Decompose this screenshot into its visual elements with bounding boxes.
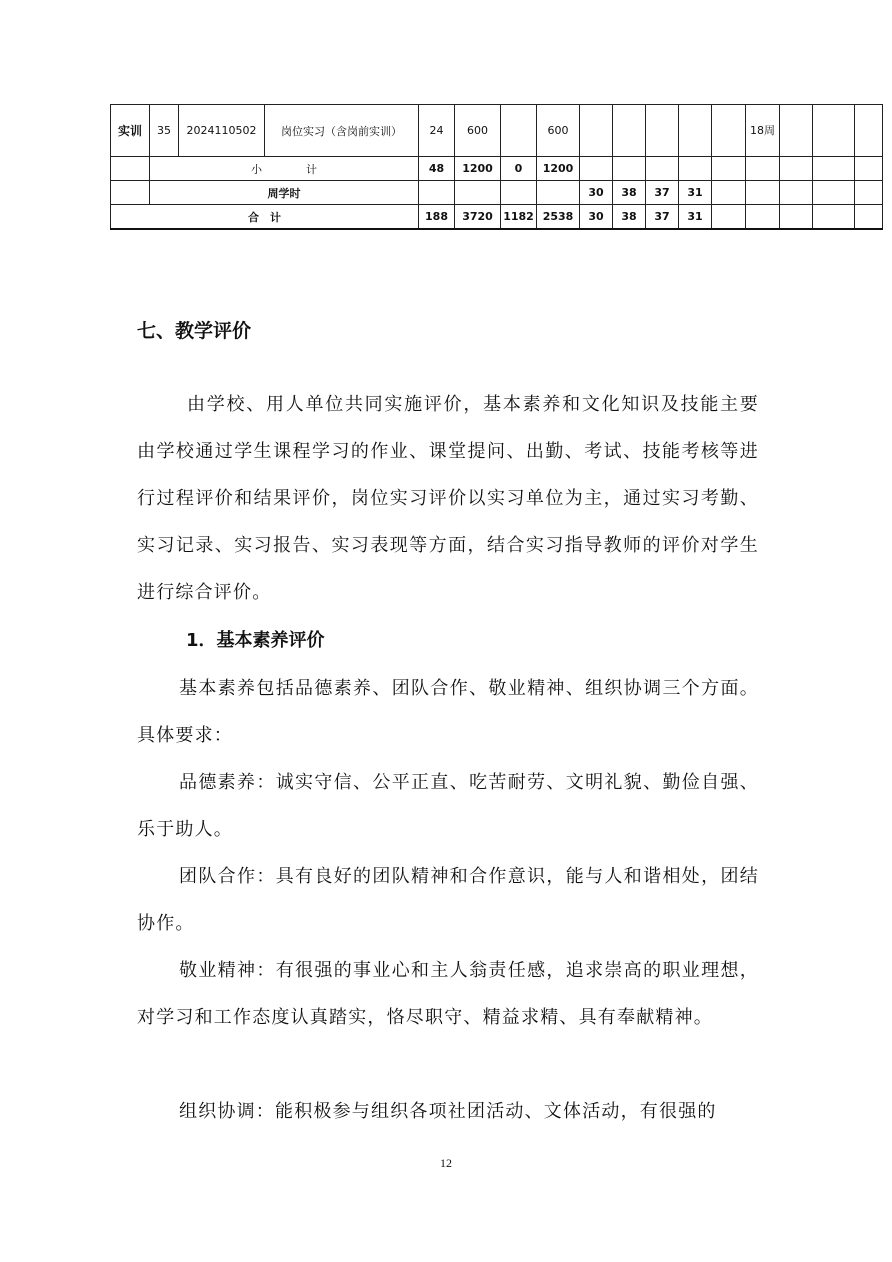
semester-cell (580, 105, 613, 157)
subsection-title: 1．基本素养评价 (186, 630, 325, 651)
body-paragraph: 品德素养：诚实守信、公平正直、吃苦耐劳、文明礼貌、勤俭自强、乐于助人。 (137, 772, 759, 840)
theory-hours-cell: 1182 (501, 205, 537, 230)
semester-cell (646, 105, 679, 157)
body-paragraph: 组织协调：能积极参与组织各项社团活动、文体活动，有很强的 (179, 1101, 717, 1122)
table-row (111, 181, 883, 205)
practice-hours-cell: 600 (537, 105, 580, 157)
empty-cell (855, 181, 883, 205)
empty-cell (111, 181, 150, 205)
semester-cell (712, 181, 746, 205)
empty-cell (419, 181, 455, 205)
empty-cell (855, 105, 883, 157)
empty-cell (455, 181, 501, 205)
intro-paragraph: 由学校、用人单位共同实施评价，基本素养和文化知识及技能主要由学校通过学生课程学习的作业、课堂提问、出勤、考试、技能考核等进行过程评价和结果评价，岗位实习评价以实习单位为主，通过实习考勤、实习记录、实习报告、实习表现等方面，结合实习指导教师的评价对学生进行综合评价。 (137, 394, 759, 603)
body-paragraph: 基本素养包括品德素养、团队合作、敬业精神、组织协调三个方面。具体要求： (137, 678, 759, 746)
credits-cell: 188 (419, 205, 455, 230)
semester-2-hours-cell: 38 (613, 181, 646, 205)
empty-cell (111, 157, 150, 181)
index-cell: 35 (150, 105, 179, 157)
empty-cell (813, 105, 855, 157)
total-label-cell: 合 计 (111, 205, 419, 230)
total-hours-cell: 3720 (455, 205, 501, 230)
semester-cell (580, 157, 613, 181)
semester-cell (679, 105, 712, 157)
semester-cell (712, 205, 746, 230)
empty-cell (780, 105, 813, 157)
semester-cell (712, 157, 746, 181)
table-row (111, 105, 883, 157)
category-cell: 实训 (111, 105, 150, 157)
empty-cell (501, 181, 537, 205)
credits-cell: 48 (419, 157, 455, 181)
empty-cell (746, 181, 780, 205)
course-code-cell: 2024110502 (179, 105, 265, 157)
weekly-hours-label-cell: 周学时 (150, 181, 419, 205)
empty-cell (813, 181, 855, 205)
semester-cell (679, 157, 712, 181)
credits-cell: 24 (419, 105, 455, 157)
empty-cell (855, 157, 883, 181)
semester-cell (712, 105, 746, 157)
page-number: 12 (440, 1156, 452, 1170)
table-row (111, 157, 883, 181)
week-note-cell: 18周 (746, 105, 780, 157)
semester-cell (613, 157, 646, 181)
empty-cell (746, 157, 780, 181)
empty-cell (780, 157, 813, 181)
semester-1-hours-cell: 30 (580, 205, 613, 230)
empty-cell (855, 205, 883, 230)
section-title: 七、教学评价 (137, 320, 252, 342)
body-paragraph: 敬业精神：有很强的事业心和主人翁责任感，追求崇高的职业理想，对学习和工作态度认真踏实，恪尽职守、精益求精、具有奉献精神。 (137, 960, 759, 1028)
semester-2-hours-cell: 38 (613, 205, 646, 230)
theory-hours-cell (501, 105, 537, 157)
empty-cell (537, 181, 580, 205)
semester-4-hours-cell: 31 (679, 181, 712, 205)
empty-cell (746, 205, 780, 230)
subtotal-label-cell: 小 计 (150, 157, 419, 181)
semester-4-hours-cell: 31 (679, 205, 712, 230)
practice-hours-cell: 1200 (537, 157, 580, 181)
empty-cell (780, 205, 813, 230)
semester-3-hours-cell: 37 (646, 205, 679, 230)
semester-1-hours-cell: 30 (580, 181, 613, 205)
body-paragraph: 团队合作：具有良好的团队精神和合作意识，能与人和谐相处，团结协作。 (137, 866, 759, 934)
empty-cell (813, 205, 855, 230)
empty-cell (780, 181, 813, 205)
course-name-cell: 岗位实习（含岗前实训） (265, 105, 419, 157)
semester-3-hours-cell: 37 (646, 181, 679, 205)
empty-cell (813, 157, 855, 181)
total-hours-cell: 1200 (455, 157, 501, 181)
table-row (111, 205, 883, 230)
curriculum-table (110, 104, 883, 230)
semester-cell (613, 105, 646, 157)
theory-hours-cell: 0 (501, 157, 537, 181)
total-hours-cell: 600 (455, 105, 501, 157)
practice-hours-cell: 2538 (537, 205, 580, 230)
semester-cell (646, 157, 679, 181)
